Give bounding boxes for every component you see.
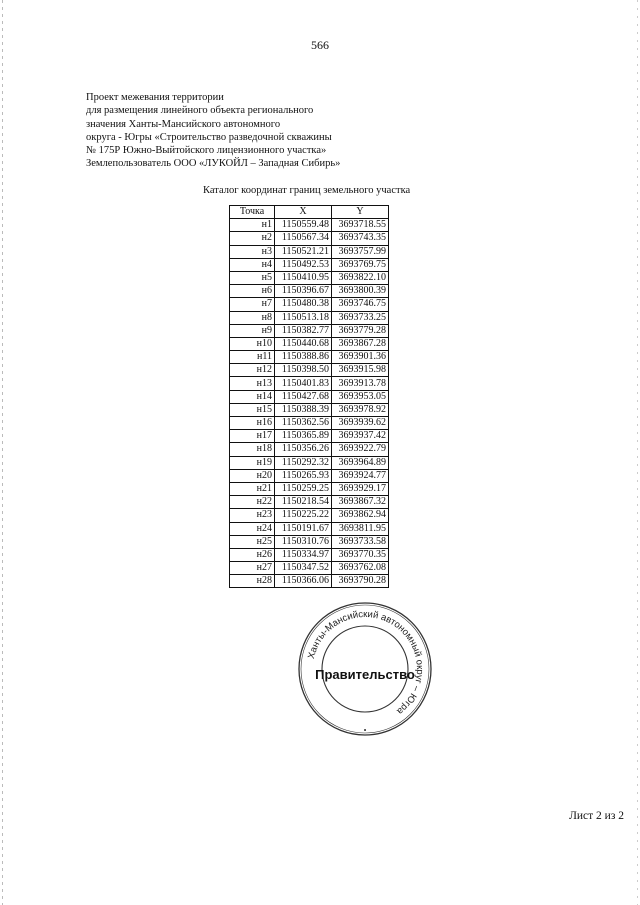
- seal-center-text: Правительство: [315, 667, 415, 682]
- x-cell: 1150396.67: [275, 285, 332, 298]
- y-cell: 3693937.42: [332, 430, 389, 443]
- header-line: для размещения линейного объекта регионального: [86, 105, 314, 117]
- table-row: [230, 311, 389, 324]
- y-cell: 3693800.39: [332, 285, 389, 298]
- x-cell: 1150366.06: [275, 575, 332, 588]
- point-cell: н26: [230, 548, 275, 561]
- table-row: [230, 509, 389, 522]
- table-row: [230, 443, 389, 456]
- point-cell: н15: [230, 403, 275, 416]
- table-row: [230, 548, 389, 561]
- point-cell: н21: [230, 482, 275, 495]
- point-cell: н25: [230, 535, 275, 548]
- header-x: X: [275, 206, 332, 219]
- seal-ring-text: Ханты-Мансийский автономный округ – Югра: [306, 608, 426, 717]
- x-cell: 1150398.50: [275, 364, 332, 377]
- y-cell: 3693924.77: [332, 469, 389, 482]
- x-cell: 1150265.93: [275, 469, 332, 482]
- y-cell: 3693779.28: [332, 324, 389, 337]
- document-header: [86, 91, 340, 171]
- point-cell: н6: [230, 285, 275, 298]
- y-cell: 3693867.32: [332, 496, 389, 509]
- table-row: [230, 522, 389, 535]
- y-cell: 3693733.58: [332, 535, 389, 548]
- header-line: Землепользователь ООО «ЛУКОЙЛ – Западная Сибирь»: [86, 158, 341, 170]
- scan-edge-left: [2, 0, 3, 905]
- header-line: округа - Югры «Строительство разведочной скважины: [86, 131, 332, 143]
- header-line: Проект межевания территории: [86, 92, 224, 103]
- x-cell: 1150492.53: [275, 258, 332, 271]
- point-cell: н14: [230, 390, 275, 403]
- x-cell: 1150521.21: [275, 245, 332, 258]
- table-row: [230, 324, 389, 337]
- point-cell: н2: [230, 232, 275, 245]
- point-cell: н11: [230, 351, 275, 364]
- table-row: [230, 390, 389, 403]
- point-cell: н3: [230, 245, 275, 258]
- point-cell: н20: [230, 469, 275, 482]
- svg-text:•: •: [363, 726, 367, 735]
- point-cell: н19: [230, 456, 275, 469]
- x-cell: 1150567.34: [275, 232, 332, 245]
- x-cell: 1150292.32: [275, 456, 332, 469]
- point-cell: н7: [230, 298, 275, 311]
- x-cell: 1150410.95: [275, 271, 332, 284]
- x-cell: 1150310.76: [275, 535, 332, 548]
- x-cell: 1150382.77: [275, 324, 332, 337]
- point-cell: н10: [230, 337, 275, 350]
- table-row: [230, 430, 389, 443]
- y-cell: 3693953.05: [332, 390, 389, 403]
- table-row: [230, 245, 389, 258]
- y-cell: 3693762.08: [332, 562, 389, 575]
- x-cell: 1150362.56: [275, 417, 332, 430]
- y-cell: 3693913.78: [332, 377, 389, 390]
- table-row: [230, 496, 389, 509]
- y-cell: 3693718.55: [332, 219, 389, 232]
- table-header-row: [230, 206, 389, 219]
- y-cell: 3693929.17: [332, 482, 389, 495]
- x-cell: 1150365.89: [275, 430, 332, 443]
- point-cell: н5: [230, 271, 275, 284]
- x-cell: 1150559.48: [275, 219, 332, 232]
- sheet-number: Лист 2 из 2: [569, 810, 624, 822]
- table-row: [230, 482, 389, 495]
- y-cell: 3693978.92: [332, 403, 389, 416]
- point-cell: н4: [230, 258, 275, 271]
- y-cell: 3693743.35: [332, 232, 389, 245]
- page-number: 566: [311, 38, 329, 52]
- y-cell: 3693939.62: [332, 417, 389, 430]
- x-cell: 1150401.83: [275, 377, 332, 390]
- y-cell: 3693746.75: [332, 298, 389, 311]
- y-cell: 3693811.95: [332, 522, 389, 535]
- y-cell: 3693733.25: [332, 311, 389, 324]
- header-line: значения Ханты-Мансийского автономного: [86, 118, 281, 130]
- table-row: [230, 535, 389, 548]
- x-cell: 1150427.68: [275, 390, 332, 403]
- table-row: [230, 469, 389, 482]
- point-cell: н28: [230, 575, 275, 588]
- table-row: [230, 219, 389, 232]
- scan-edge-right: [637, 0, 638, 905]
- point-cell: н16: [230, 417, 275, 430]
- table-row: [230, 337, 389, 350]
- table-row: [230, 298, 389, 311]
- x-cell: 1150191.67: [275, 522, 332, 535]
- official-seal: [296, 600, 434, 738]
- point-cell: н22: [230, 496, 275, 509]
- point-cell: н1: [230, 219, 275, 232]
- x-cell: 1150225.22: [275, 509, 332, 522]
- table-row: [230, 271, 389, 284]
- x-cell: 1150347.52: [275, 562, 332, 575]
- x-cell: 1150440.68: [275, 337, 332, 350]
- y-cell: 3693770.35: [332, 548, 389, 561]
- y-cell: 3693757.99: [332, 245, 389, 258]
- catalog-title: Каталог координат границ земельного участка: [203, 185, 411, 196]
- point-cell: н8: [230, 311, 275, 324]
- x-cell: 1150356.26: [275, 443, 332, 456]
- table-body: [230, 219, 389, 588]
- y-cell: 3693769.75: [332, 258, 389, 271]
- header-line: № 175Р Южно-Выйтойского лицензионного участка»: [86, 145, 327, 157]
- x-cell: 1150218.54: [275, 496, 332, 509]
- x-cell: 1150388.39: [275, 403, 332, 416]
- table-row: [230, 403, 389, 416]
- point-cell: н27: [230, 562, 275, 575]
- header-y: Y: [332, 206, 389, 219]
- point-cell: н13: [230, 377, 275, 390]
- table-row: [230, 456, 389, 469]
- point-cell: н23: [230, 509, 275, 522]
- table-row: [230, 258, 389, 271]
- y-cell: 3693867.28: [332, 337, 389, 350]
- point-cell: н24: [230, 522, 275, 535]
- x-cell: 1150388.86: [275, 351, 332, 364]
- table-row: [230, 562, 389, 575]
- x-cell: 1150334.97: [275, 548, 332, 561]
- y-cell: 3693862.94: [332, 509, 389, 522]
- y-cell: 3693915.98: [332, 364, 389, 377]
- table-row: [230, 364, 389, 377]
- table-row: [230, 351, 389, 364]
- y-cell: 3693790.28: [332, 575, 389, 588]
- point-cell: н9: [230, 324, 275, 337]
- y-cell: 3693822.10: [332, 271, 389, 284]
- table-row: [230, 575, 389, 588]
- y-cell: 3693901.36: [332, 351, 389, 364]
- x-cell: 1150259.25: [275, 482, 332, 495]
- point-cell: н18: [230, 443, 275, 456]
- x-cell: 1150513.18: [275, 311, 332, 324]
- point-cell: н17: [230, 430, 275, 443]
- table-row: [230, 285, 389, 298]
- y-cell: 3693964.89: [332, 456, 389, 469]
- coordinates-table: [229, 205, 389, 588]
- y-cell: 3693922.79: [332, 443, 389, 456]
- header-point: Точка: [230, 206, 275, 219]
- table-row: [230, 377, 389, 390]
- table-row: [230, 417, 389, 430]
- table-row: [230, 232, 389, 245]
- point-cell: н12: [230, 364, 275, 377]
- x-cell: 1150480.38: [275, 298, 332, 311]
